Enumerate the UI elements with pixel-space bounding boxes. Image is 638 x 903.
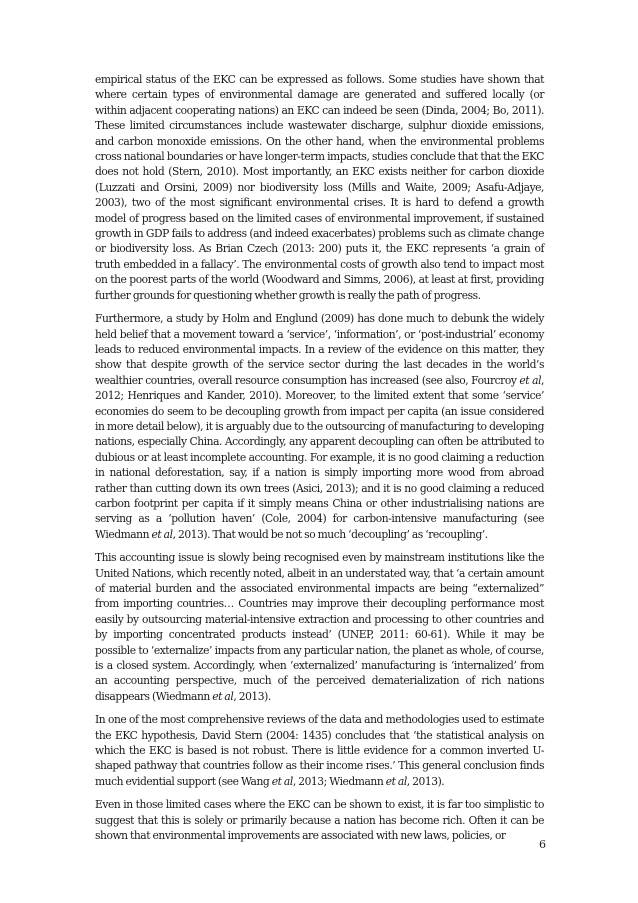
italic-text: et al [271,774,293,788]
italic-text: et al [212,689,234,703]
paragraph [95,311,544,542]
text-run: In one of the most comprehensive reviews of the data and methodologies used to estimate the EKC hypothesis, David Stern (2004: 1435) concludes that ‘the statistical analysis on which the EKC is based is not robust. There is little evidence for a common inverted U-shaped pathway that countries follow as their income rises.’ This general conclusion finds much evidential support (see Wang [95,713,544,788]
italic-text: et al [519,373,542,387]
paragraph [95,72,544,303]
paragraph [95,797,544,843]
italic-text: et al [151,527,173,541]
text-run: , 2012; Henriques and Kander, 2010). Moreover, to the limited extent that some ‘service’ economies do seem to be decoupling growth from impact per capita (an issue considered in more detail below), it is arguably due to the outsourcing of manufacturing to developing nations, especially China. Accordingly, any apparent decoupling can often be attributed to dubious or at least incomplete accounting. For example, it is no good claiming a reduction in national deforestation, say, if a nation is simply importing more wood from abroad rather than cutting down its own trees (Asici, 2013); and it is no good claiming a reduced carbon footprint per capita if it simply means China or other industrialising nations are serving as a ‘pollution haven’ (Cole, 2004) for carbon-intensive manufacturing (see Wiedmann [95,373,544,541]
text-run: Even in those limited cases where the EKC can be shown to exist, it is far too simplistic to suggest that this is solely or primarily because a nation has become rich. Often it can be shown that environmental improvements are associated with new laws, policies, or [95,798,544,843]
body-text [95,72,544,844]
text-run: empirical status of the EKC can be expressed as follows. Some studies have shown that where certain types of environmental damage are generated and suffered locally (or within adjacent cooperating nations) an EKC can indeed be seen (Dinda, 2004; Bo, 2011). These limited circumstances include wastewater discharge, sulphur dioxide emissions, and carbon monoxide emissions. On the other hand, when the environmental problems cross national boundaries or have longer-term impacts, studies conclude that that the EKC does not hold (Stern, 2010). Most importantly, an EKC exists neither for carbon dioxide (Luzzati and Orsini, 2009) nor biodiversity loss (Mills and Waite, 2009; Asafu-Adjaye, 2003), two of the most significant environmental crises. It is hard to defend a growth model of progress based on the limited cases of environmental improvement, if sustained growth in GDP fails to address (and indeed exacerbates) problems such as climate change or biodiversity loss. As Brian Czech (2013: 200) puts it, the EKC represents ‘a grain of truth embedded in a fallacy’. The environmental costs of growth also tend to impact most on the poorest parts of the world (Woodward and Simms, 2006), at least at first, providing further grounds for questioning whether growth is really the path of progress. [95,73,544,302]
text-run: , 2013). [233,689,271,703]
page-number: 6 [539,838,546,851]
paragraph [95,550,544,704]
text-run: , 2013). That would be not so much ‘decoupling’ as ‘recoupling’. [172,527,488,541]
text-run: , 2013; Wiedmann [292,774,386,788]
text-run: Furthermore, a study by Holm and Englund (2009) has done much to debunk the widely held belief that a movement toward a ‘service’, ‘information’, or ‘post-industrial’ economy leads to reduced environmental impacts. In a review of the evidence on this matter, they show that despite growth of the service sector during the last decades in the world’s wealthier countries, overall resource consumption has increased (see also, Fourcroy [95,312,544,387]
italic-text: et al [385,774,407,788]
paragraph [95,712,544,789]
text-run: , 2013). [406,774,445,788]
text-run: This accounting issue is slowly being recognised even by mainstream institutions like the United Nations, which recently noted, albeit in an understated way, that ‘a certain amount of material burden and the associated environmental impacts are being “externalized” from importing countries… Countries may improve their decoupling performance most easily by outsourcing material-intensive extraction and processing to other countries and by importing concentrated products instead’ (UNEP, 2011: 60-61). While it may be possible to ‘externalize’ impacts from any particular nation, the planet as whole, of course, is a closed system. Accordingly, when ‘externalized’ manufacturing is ‘internalized’ from an accounting perspective, much of the perceived dematerialization of rich nations disappears (Wiedmann [95,551,544,703]
